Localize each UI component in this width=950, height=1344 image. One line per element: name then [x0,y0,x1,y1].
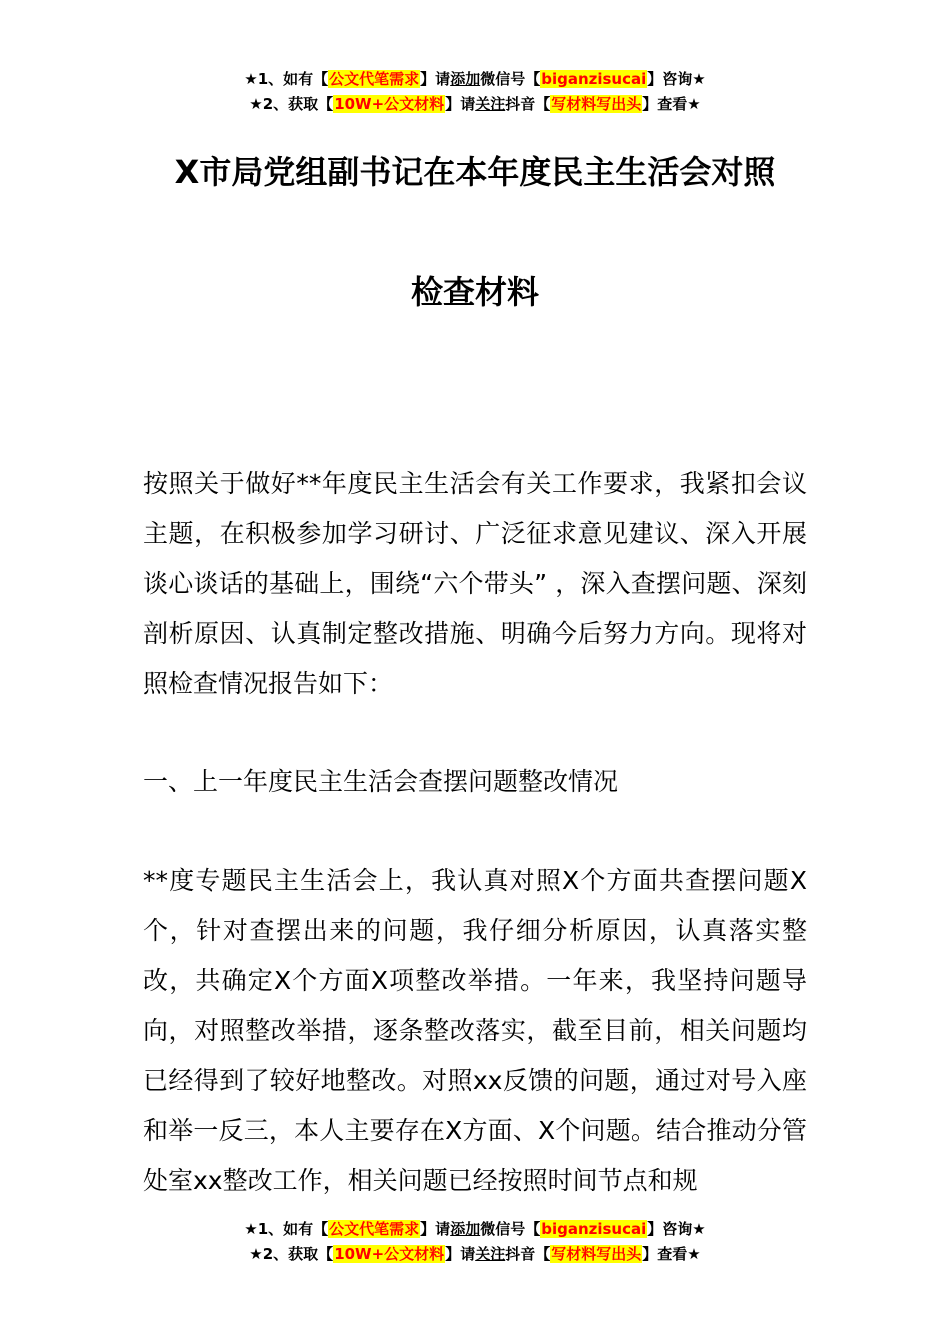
promo-text: 】咨询★ [647,1220,706,1238]
promo-text: 抖音【 [505,1245,551,1263]
promo-text: 】查看★ [642,95,701,113]
intro-paragraph: 按照关于做好**年度民主生活会有关工作要求，我紧扣会议主题，在积极参加学习研讨、广泛征求意见建议、深入开展谈心谈话的基础上，围绕“六个带头” ，深入查摆问题、深刻剖析原因、认真制定整改措施、明确今后努力方向。现将对照检查情况报告如下： [143,469,807,698]
promo-highlight: 公文代笔需求 [329,1220,420,1238]
promo-highlight: 公文代笔需求 [329,70,420,88]
promo-text: 】请 [445,95,476,113]
promo-line-1 [0,1217,950,1242]
promo-text: 微信号【 [480,70,541,88]
document-title-line-1: X市局党组副书记在本年度民主生活会对照 [174,153,776,191]
promo-underlined-text: 关注 [475,1245,506,1263]
promo-text: 】请 [420,70,451,88]
promo-text: ★2、获取【 [249,95,334,113]
promo-text: 微信号【 [480,1220,541,1238]
promo-underlined-text: 关注 [475,95,506,113]
promo-line-2 [0,1242,950,1267]
promo-text: 】请 [445,1245,476,1263]
promo-underlined-text: 添加 [450,70,481,88]
douyin-id-highlight: 写材料写出头 [551,95,642,113]
promo-text: 】咨询★ [647,70,706,88]
promo-text: ★1、如有【 [244,1220,329,1238]
top-promo-banner [0,67,950,117]
promo-text: 】请 [420,1220,451,1238]
bottom-promo-banner [0,1217,950,1267]
promo-text: 抖音【 [505,95,551,113]
promo-highlight: 10W+公文材料 [334,95,445,113]
promo-text: ★1、如有【 [244,70,329,88]
promo-line-2 [0,92,950,117]
promo-underlined-text: 添加 [450,1220,481,1238]
promo-text: 】查看★ [642,1245,701,1263]
wechat-id-highlight: biganzisucai [541,1220,647,1238]
douyin-id-highlight: 写材料写出头 [551,1245,642,1263]
promo-highlight: 10W+公文材料 [334,1245,445,1263]
body-paragraph: **度专题民主生活会上，我认真对照X个方面共查摆问题X个，针对查摆出来的问题，我仔细分析原因，认真落实整改，共确定X个方面X项整改举措。一年来，我坚持问题导向，对照整改举措，逐条整改落实，截至目前，相关问题均已经得到了较好地整改。对照xx反馈的问题，通过对号入座和举一反三，本人主要存在X方面、X个问题。结合推动分管处室xx整改工作，相关问题已经按照时间节点和规 [143,866,807,1195]
section-heading: 一、上一年度民主生活会查摆问题整改情况 [143,767,619,796]
promo-text: ★2、获取【 [249,1245,334,1263]
document-title-line-2: 检查材料 [410,273,539,311]
promo-line-1 [0,67,950,92]
wechat-id-highlight: biganzisucai [541,70,647,88]
